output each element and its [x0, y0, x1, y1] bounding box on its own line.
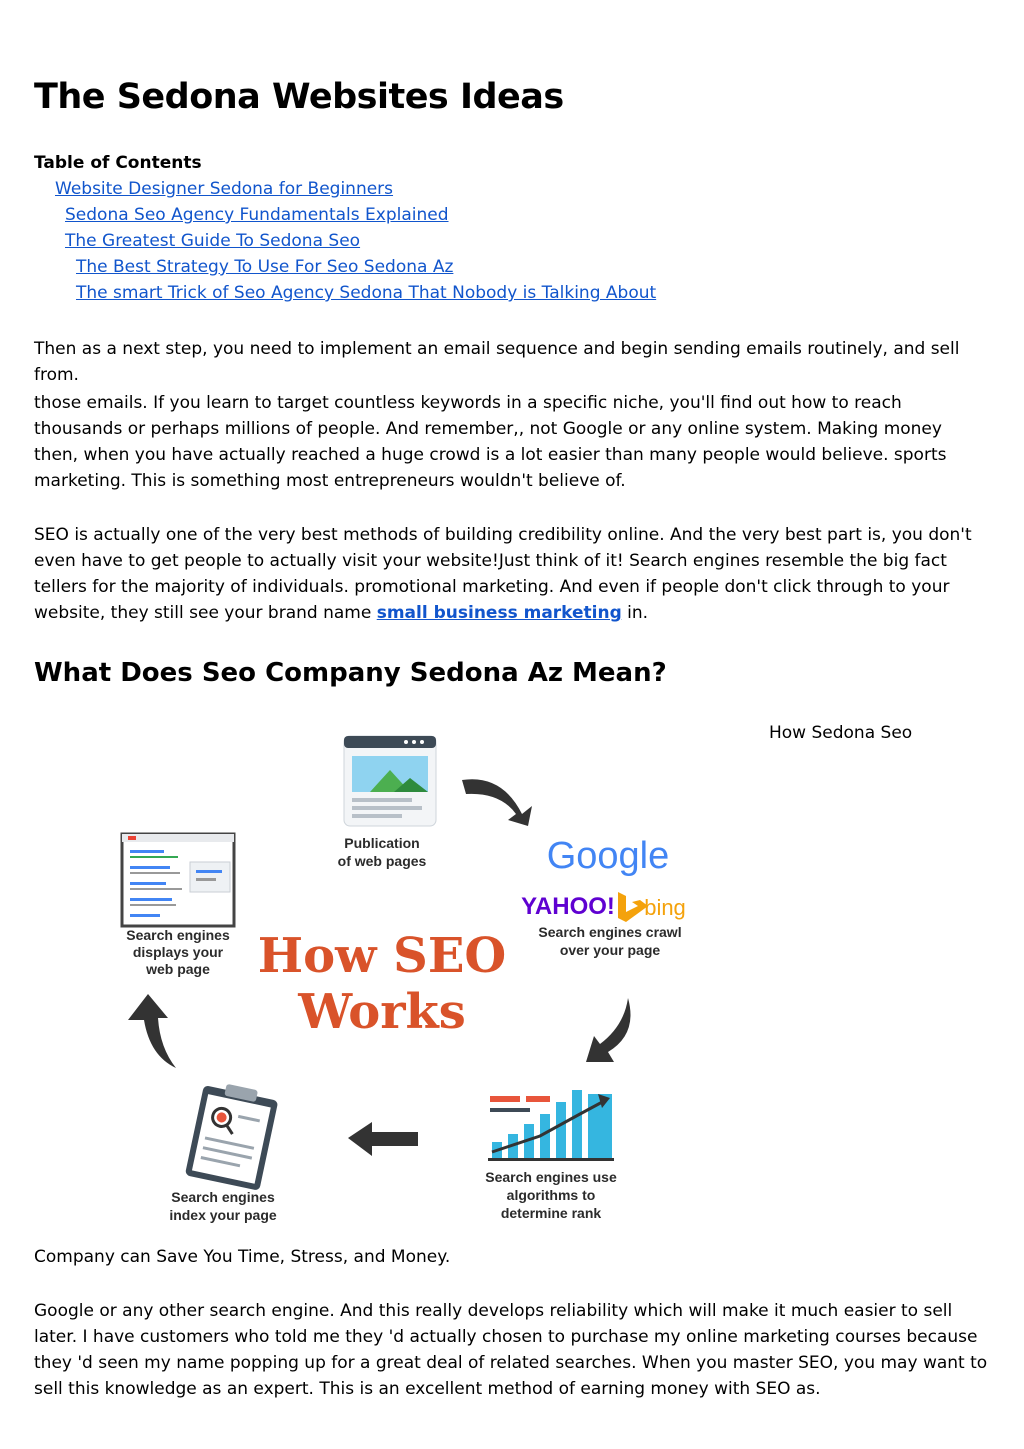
- paragraph-3-tail: in.: [621, 603, 649, 623]
- rank-label-1: Search engines use: [485, 1169, 617, 1185]
- arrow-left-icon: [348, 1122, 418, 1156]
- paragraph-4: [34, 1298, 990, 1402]
- yahoo-logo: YAHOO!: [521, 893, 615, 920]
- paragraph-3-text: SEO is actually one of the very best methods of building credibility online. And the very best part is, you don't even have to get people to actually visit your website!Just think of it! Search engines resemble the big fact tellers for the majority of individuals. promotional marketing. And even if people don't click through to your website, they still see your brand name: [34, 525, 972, 623]
- toc-link-seo-agency-fundamentals[interactable]: Sedona Seo Agency Fundamentals Explained: [65, 205, 449, 225]
- image-side-caption: How Sedona Seo: [769, 723, 913, 743]
- rank-label-3: determine rank: [500, 1205, 602, 1221]
- web-page-icon: [344, 736, 436, 826]
- rank-chart-icon: [488, 1090, 614, 1161]
- google-logo: Google: [546, 835, 670, 877]
- how-seo-title: How SEO: [257, 928, 507, 984]
- crawl-label-1: Search engines crawl: [538, 924, 682, 940]
- publication-label-1: Publication: [344, 835, 420, 851]
- bing-logo: bing: [644, 895, 686, 920]
- paragraph-1-text: Then as a next step, you need to implement an email sequence and begin sending emails routinely, and sell from.: [34, 339, 960, 385]
- toc-link-best-strategy[interactable]: The Best Strategy To Use For Seo Sedona Az: [76, 257, 454, 277]
- crawl-label-2: over your page: [559, 942, 661, 958]
- image-caption-after: [34, 1244, 990, 1270]
- page-title: The Sedona Websites Ideas: [34, 77, 564, 117]
- paragraph-1: [34, 336, 990, 388]
- toc-link-greatest-guide[interactable]: The Greatest Guide To Sedona Seo: [65, 231, 361, 251]
- display-label-3: web page: [146, 961, 210, 977]
- toc-link-smart-trick[interactable]: The smart Trick of Seo Agency Sedona That Nobody is Talking About: [76, 283, 657, 303]
- arrow-curve-icon: [462, 779, 532, 826]
- paragraph-2-text: those emails. If you learn to target countless keywords in a specific niche, you'll find out how to reach thousands or perhaps millions of people. And remember,, not Google or any online system. Making money then, when you have actually reached a huge crowd is a lot easier than many people would believe. sports marketing. This is something most entrepreneurs wouldn't believe of.: [34, 393, 947, 491]
- image-caption-after-text: Company can Save You Time, Stress, and Money.: [34, 1247, 451, 1267]
- works-title: Works: [298, 984, 466, 1040]
- clipboard-index-icon: [185, 1079, 280, 1191]
- search-results-icon: [122, 834, 234, 926]
- index-label-2: index your page: [169, 1207, 277, 1223]
- paragraph-3: [34, 522, 990, 626]
- small-business-marketing-link[interactable]: small business marketing: [376, 603, 622, 623]
- arrow-down-curve-icon: [586, 998, 631, 1062]
- paragraph-2: [34, 390, 990, 494]
- display-label-1: Search engines: [126, 927, 230, 943]
- toc-heading: Table of Contents: [34, 153, 202, 173]
- arrow-up-curve-icon: [128, 994, 176, 1068]
- how-seo-works-diagram: [110, 722, 710, 1232]
- index-label-1: Search engines: [171, 1189, 275, 1205]
- toc-link-website-designer[interactable]: Website Designer Sedona for Beginners: [55, 179, 394, 199]
- display-label-2: displays your: [132, 944, 224, 960]
- paragraph-4-text: Google or any other search engine. And this really develops reliability which will make it much easier to sell later. I have customers who told me they 'd actually chosen to purchase my online marketing courses because they 'd seen my name popping up for a great deal of related searches. When you master SEO, you may want to sell this knowledge as an expert. This is an excellent method of earning money with SEO as.: [34, 1301, 988, 1399]
- publication-label-2: of web pages: [337, 853, 427, 869]
- rank-label-2: algorithms to: [506, 1187, 596, 1203]
- section-heading: What Does Seo Company Sedona Az Mean?: [34, 658, 667, 688]
